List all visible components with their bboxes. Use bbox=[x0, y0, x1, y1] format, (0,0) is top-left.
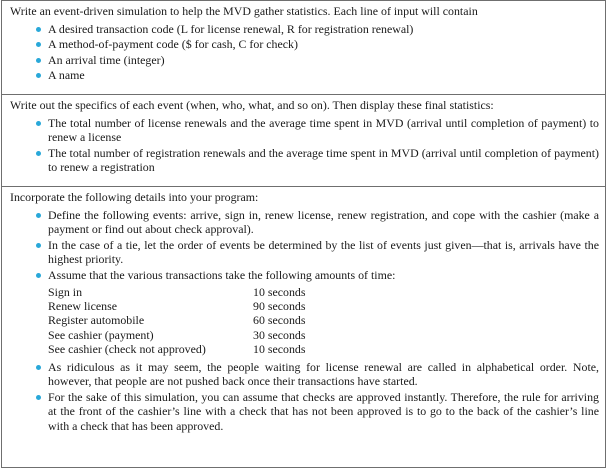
list-item: A name bbox=[34, 68, 599, 83]
list-item: As ridiculous as it may seem, the people waiting for license renewal are called in alphabetical order. Note, however, that people are not pushed back once their transactions have started. bbox=[34, 360, 599, 389]
bullet-icon bbox=[36, 273, 41, 278]
table-row: See cashier (check not approved) 10 seconds bbox=[48, 342, 306, 357]
table-row: Renew license 90 seconds bbox=[48, 298, 306, 313]
bullet-icon bbox=[36, 42, 41, 47]
bullet-icon bbox=[36, 27, 41, 32]
list-item: An arrival time (integer) bbox=[34, 53, 599, 68]
bullet-icon bbox=[36, 151, 41, 156]
details-list-continued bbox=[10, 360, 599, 434]
table-row: Register automobile 60 seconds bbox=[48, 313, 306, 328]
list-item: A method-of-payment code ($ for cash, C for check) bbox=[34, 37, 599, 52]
list-item: The total number of license renewals and the average time spent in MVD (arrival until completion of payment) to renew a license bbox=[34, 116, 599, 145]
list-item: A desired transaction code (L for license renewal, R for registration renewal) bbox=[34, 22, 599, 37]
statistics-section bbox=[1, 94, 606, 187]
bullet-icon bbox=[36, 58, 41, 63]
bullet-icon bbox=[36, 243, 41, 248]
list-item: Define the following events: arrive, sign in, renew license, renew registration, and cope with the cashier (make a payment or find out about check approval). bbox=[34, 208, 599, 237]
bullet-icon bbox=[36, 365, 41, 370]
table-row: Sign in 10 seconds bbox=[48, 284, 306, 299]
transaction-times-table bbox=[48, 285, 373, 357]
input-fields-list bbox=[10, 22, 599, 83]
input-format-section bbox=[1, 0, 606, 95]
list-item: In the case of a tie, let the order of events be determined by the list of events just given—that is, arrivals have the highest priority. bbox=[34, 238, 599, 267]
list-item: Assume that the various transactions take the following amounts of time: bbox=[34, 268, 599, 283]
table-row: See cashier (payment) 30 seconds bbox=[48, 327, 306, 342]
list-item: For the sake of this simulation, you can assume that checks are approved instantly. Therefore, the rule for arriving at the front of the cashier’s line with a check that has not been approved is to go to the back of the cashier’s line with a check that has been approved. bbox=[34, 390, 599, 434]
bullet-icon bbox=[36, 121, 41, 126]
statistics-list bbox=[10, 116, 599, 175]
section-1-intro: Write an event-driven simulation to help the MVD gather statistics. Each line of input will contain bbox=[10, 4, 478, 18]
list-item: The total number of registration renewals and the average time spent in MVD (arrival until completion of payment) to renew a registration bbox=[34, 146, 599, 175]
bullet-icon bbox=[36, 73, 41, 78]
details-section bbox=[1, 186, 606, 468]
section-3-intro: Incorporate the following details into your program: bbox=[10, 190, 259, 204]
bullet-icon bbox=[36, 213, 41, 218]
bullet-icon bbox=[36, 395, 41, 400]
section-2-intro: Write out the specifics of each event (when, who, what, and so on). Then display these final statistics: bbox=[10, 98, 494, 112]
details-list bbox=[10, 208, 599, 283]
